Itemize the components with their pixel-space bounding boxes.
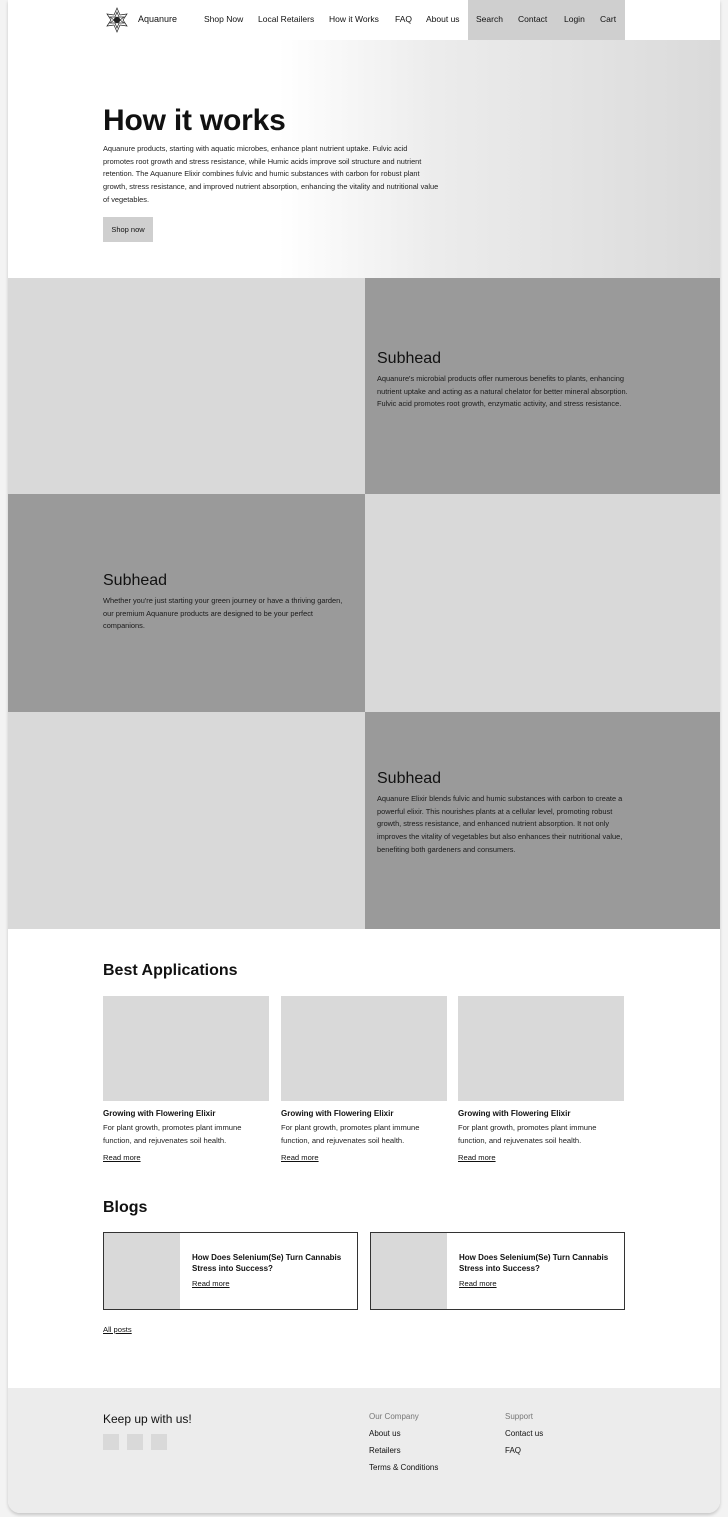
card-title: Growing with Flowering Elixir (281, 1109, 394, 1118)
footer-company-heading: Our Company (369, 1412, 419, 1421)
footer-title: Keep up with us! (103, 1412, 192, 1426)
hero-description: Aquanure products, starting with aquatic microbes, enhance plant nutrient uptake. Fulvic acid promotes root growth and stress resistance, while Humic acids improve soil structure and nutrient retention. The Aquanure Elixir combines fulvic and humic substances with carbon for robust plant growth, stress resistance, and improved nutrient absorption, enhancing the vitality and nutritional value of vegetables. (103, 144, 439, 204)
social-icon[interactable] (103, 1434, 119, 1450)
card-description: For plant growth, promotes plant immune function, and rejuvenates soil health. (103, 1123, 242, 1145)
feature-panel-2 (8, 494, 365, 712)
page (8, 0, 720, 1513)
feature-panel-1 (365, 278, 720, 494)
nav-cart[interactable]: Cart (600, 14, 617, 24)
card-description: For plant growth, promotes plant immune function, and rejuvenates soil health. (458, 1123, 597, 1145)
read-more-link[interactable]: Read more (192, 1279, 230, 1288)
all-posts-link[interactable]: All posts (103, 1325, 132, 1334)
blog-image (104, 1233, 180, 1309)
nav-how-it-works[interactable]: How it Works (329, 14, 379, 24)
social-icon[interactable] (151, 1434, 167, 1450)
nav-local-retailers[interactable]: Local Retailers (258, 14, 315, 24)
hero-section (8, 40, 720, 278)
feature-text: Aquanure Elixir blends fulvic and humic substances with carbon to create a powerful elixir. This nourishes plants at a cellular level, promoting robust growth, stress resistance, and enhanced nutrient absorption. It not only improves the vitality of vegetables but also enhances their nutritional value, benefiting both gardeners and consumers. (377, 794, 623, 854)
card-image (103, 996, 269, 1101)
card-title: Growing with Flowering Elixir (103, 1109, 216, 1118)
nav-shop-now[interactable]: Shop Now (204, 14, 244, 24)
feature-image-3 (8, 712, 365, 929)
nav-search[interactable]: Search (476, 14, 503, 24)
card-image (458, 996, 624, 1101)
card-image (281, 996, 447, 1101)
blog-card[interactable] (103, 1232, 358, 1310)
blogs-title: Blogs (103, 1199, 148, 1216)
feature-image-2 (365, 494, 720, 712)
feature-heading: Subhead (377, 350, 442, 367)
footer-faq-link[interactable]: FAQ (505, 1446, 522, 1455)
shop-now-button[interactable]: Shop now (103, 217, 153, 242)
card-title: Growing with Flowering Elixir (458, 1109, 571, 1118)
feature-panel-3 (365, 712, 720, 929)
card-description: For plant growth, promotes plant immune function, and rejuvenates soil health. (281, 1123, 420, 1145)
nav-contact[interactable]: Contact (518, 14, 548, 24)
page-title: How it works (103, 104, 286, 137)
blog-title: How Does Selenium(Se) Turn Cannabis Stress into Success? (459, 1253, 609, 1273)
read-more-link[interactable]: Read more (459, 1279, 497, 1288)
blog-card[interactable] (370, 1232, 625, 1310)
logo-icon[interactable] (103, 6, 131, 34)
application-card (281, 996, 447, 1165)
read-more-link[interactable]: Read more (281, 1153, 319, 1162)
application-card (103, 996, 269, 1165)
nav-faq[interactable]: FAQ (395, 14, 413, 24)
top-nav (8, 0, 720, 40)
footer (8, 1388, 720, 1513)
feature-text: Aquanure's microbial products offer numerous benefits to plants, enhancing nutrient uptake and acting as a natural chelator for better mineral absorption. Fulvic acid promotes root growth, enzymatic activity, and stress resistance. (377, 374, 628, 409)
blog-image (371, 1233, 447, 1309)
footer-about-link[interactable]: About us (369, 1429, 401, 1438)
footer-support-heading: Support (505, 1412, 534, 1421)
feature-heading: Subhead (103, 572, 168, 589)
social-icon[interactable] (127, 1434, 143, 1450)
nav-about-us[interactable]: About us (426, 14, 460, 24)
footer-contact-link[interactable]: Contact us (505, 1429, 544, 1438)
brand-name[interactable]: Aquanure (138, 14, 178, 24)
footer-retailers-link[interactable]: Retailers (369, 1446, 401, 1455)
read-more-link[interactable]: Read more (458, 1153, 496, 1162)
feature-image-1 (8, 278, 365, 494)
feature-text: Whether you're just starting your green journey or have a thriving garden, our premium Aquanure products are designed to be your perfect companions. (103, 596, 343, 631)
blog-title: How Does Selenium(Se) Turn Cannabis Stress into Success? (192, 1253, 342, 1273)
read-more-link[interactable]: Read more (103, 1153, 141, 1162)
footer-terms-link[interactable]: Terms & Conditions (369, 1463, 439, 1472)
application-card (458, 996, 624, 1165)
applications-title: Best Applications (103, 962, 238, 979)
nav-login[interactable]: Login (564, 14, 585, 24)
feature-heading: Subhead (377, 770, 442, 787)
